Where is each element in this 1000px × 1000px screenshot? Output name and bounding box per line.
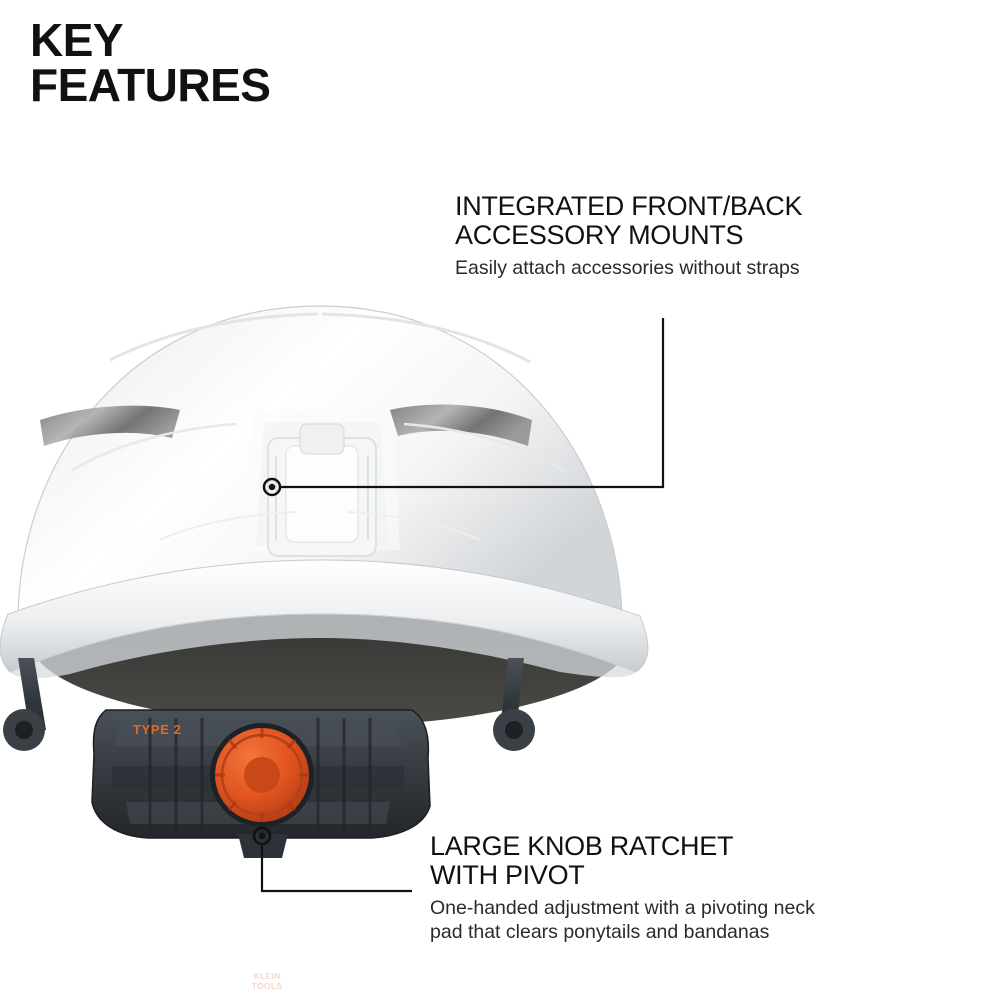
callout-accessory-mounts: [455, 192, 975, 281]
hard-hat-illustration: [0, 210, 700, 910]
callout-knob-ratchet-title-line-1: LARGE KNOB RATCHET: [430, 831, 734, 861]
ratchet-knob: [210, 723, 314, 827]
callout-knob-ratchet-title: [430, 832, 970, 890]
pivot-pad: [238, 834, 288, 858]
knob-brand-line-1: KLEIN: [253, 971, 281, 981]
knob-brand-text: [232, 972, 302, 992]
callout-accessory-mounts-subtitle: [455, 257, 975, 281]
knob-brand-line-2: TOOLS: [251, 980, 283, 991]
callout-knob-ratchet-subtitle-line-1: One-handed adjustment with a pivoting neck: [430, 897, 815, 920]
callout-knob-ratchet-subtitle-line-2: pad that clears ponytails and bandanas: [430, 921, 770, 944]
page-title-line-1: KEY: [30, 14, 124, 66]
type-2-badge: TYPE 2: [133, 722, 182, 737]
callout-accessory-mounts-title-line-1: INTEGRATED FRONT/BACK: [455, 191, 803, 221]
callout-accessory-mounts-title-line-2: ACCESSORY MOUNTS: [455, 220, 744, 251]
callout-accessory-mounts-subtitle-line-1: Easily attach accessories without straps: [455, 257, 800, 280]
page-title: [30, 14, 271, 112]
callout-knob-ratchet: [430, 832, 970, 945]
accessory-mount: [244, 410, 400, 556]
callout-knob-ratchet-title-line-2: WITH PIVOT: [430, 860, 585, 891]
page-title-line-2: FEATURES: [30, 59, 271, 112]
callout-accessory-mounts-title: [455, 192, 975, 250]
callout-knob-ratchet-subtitle: [430, 897, 970, 945]
